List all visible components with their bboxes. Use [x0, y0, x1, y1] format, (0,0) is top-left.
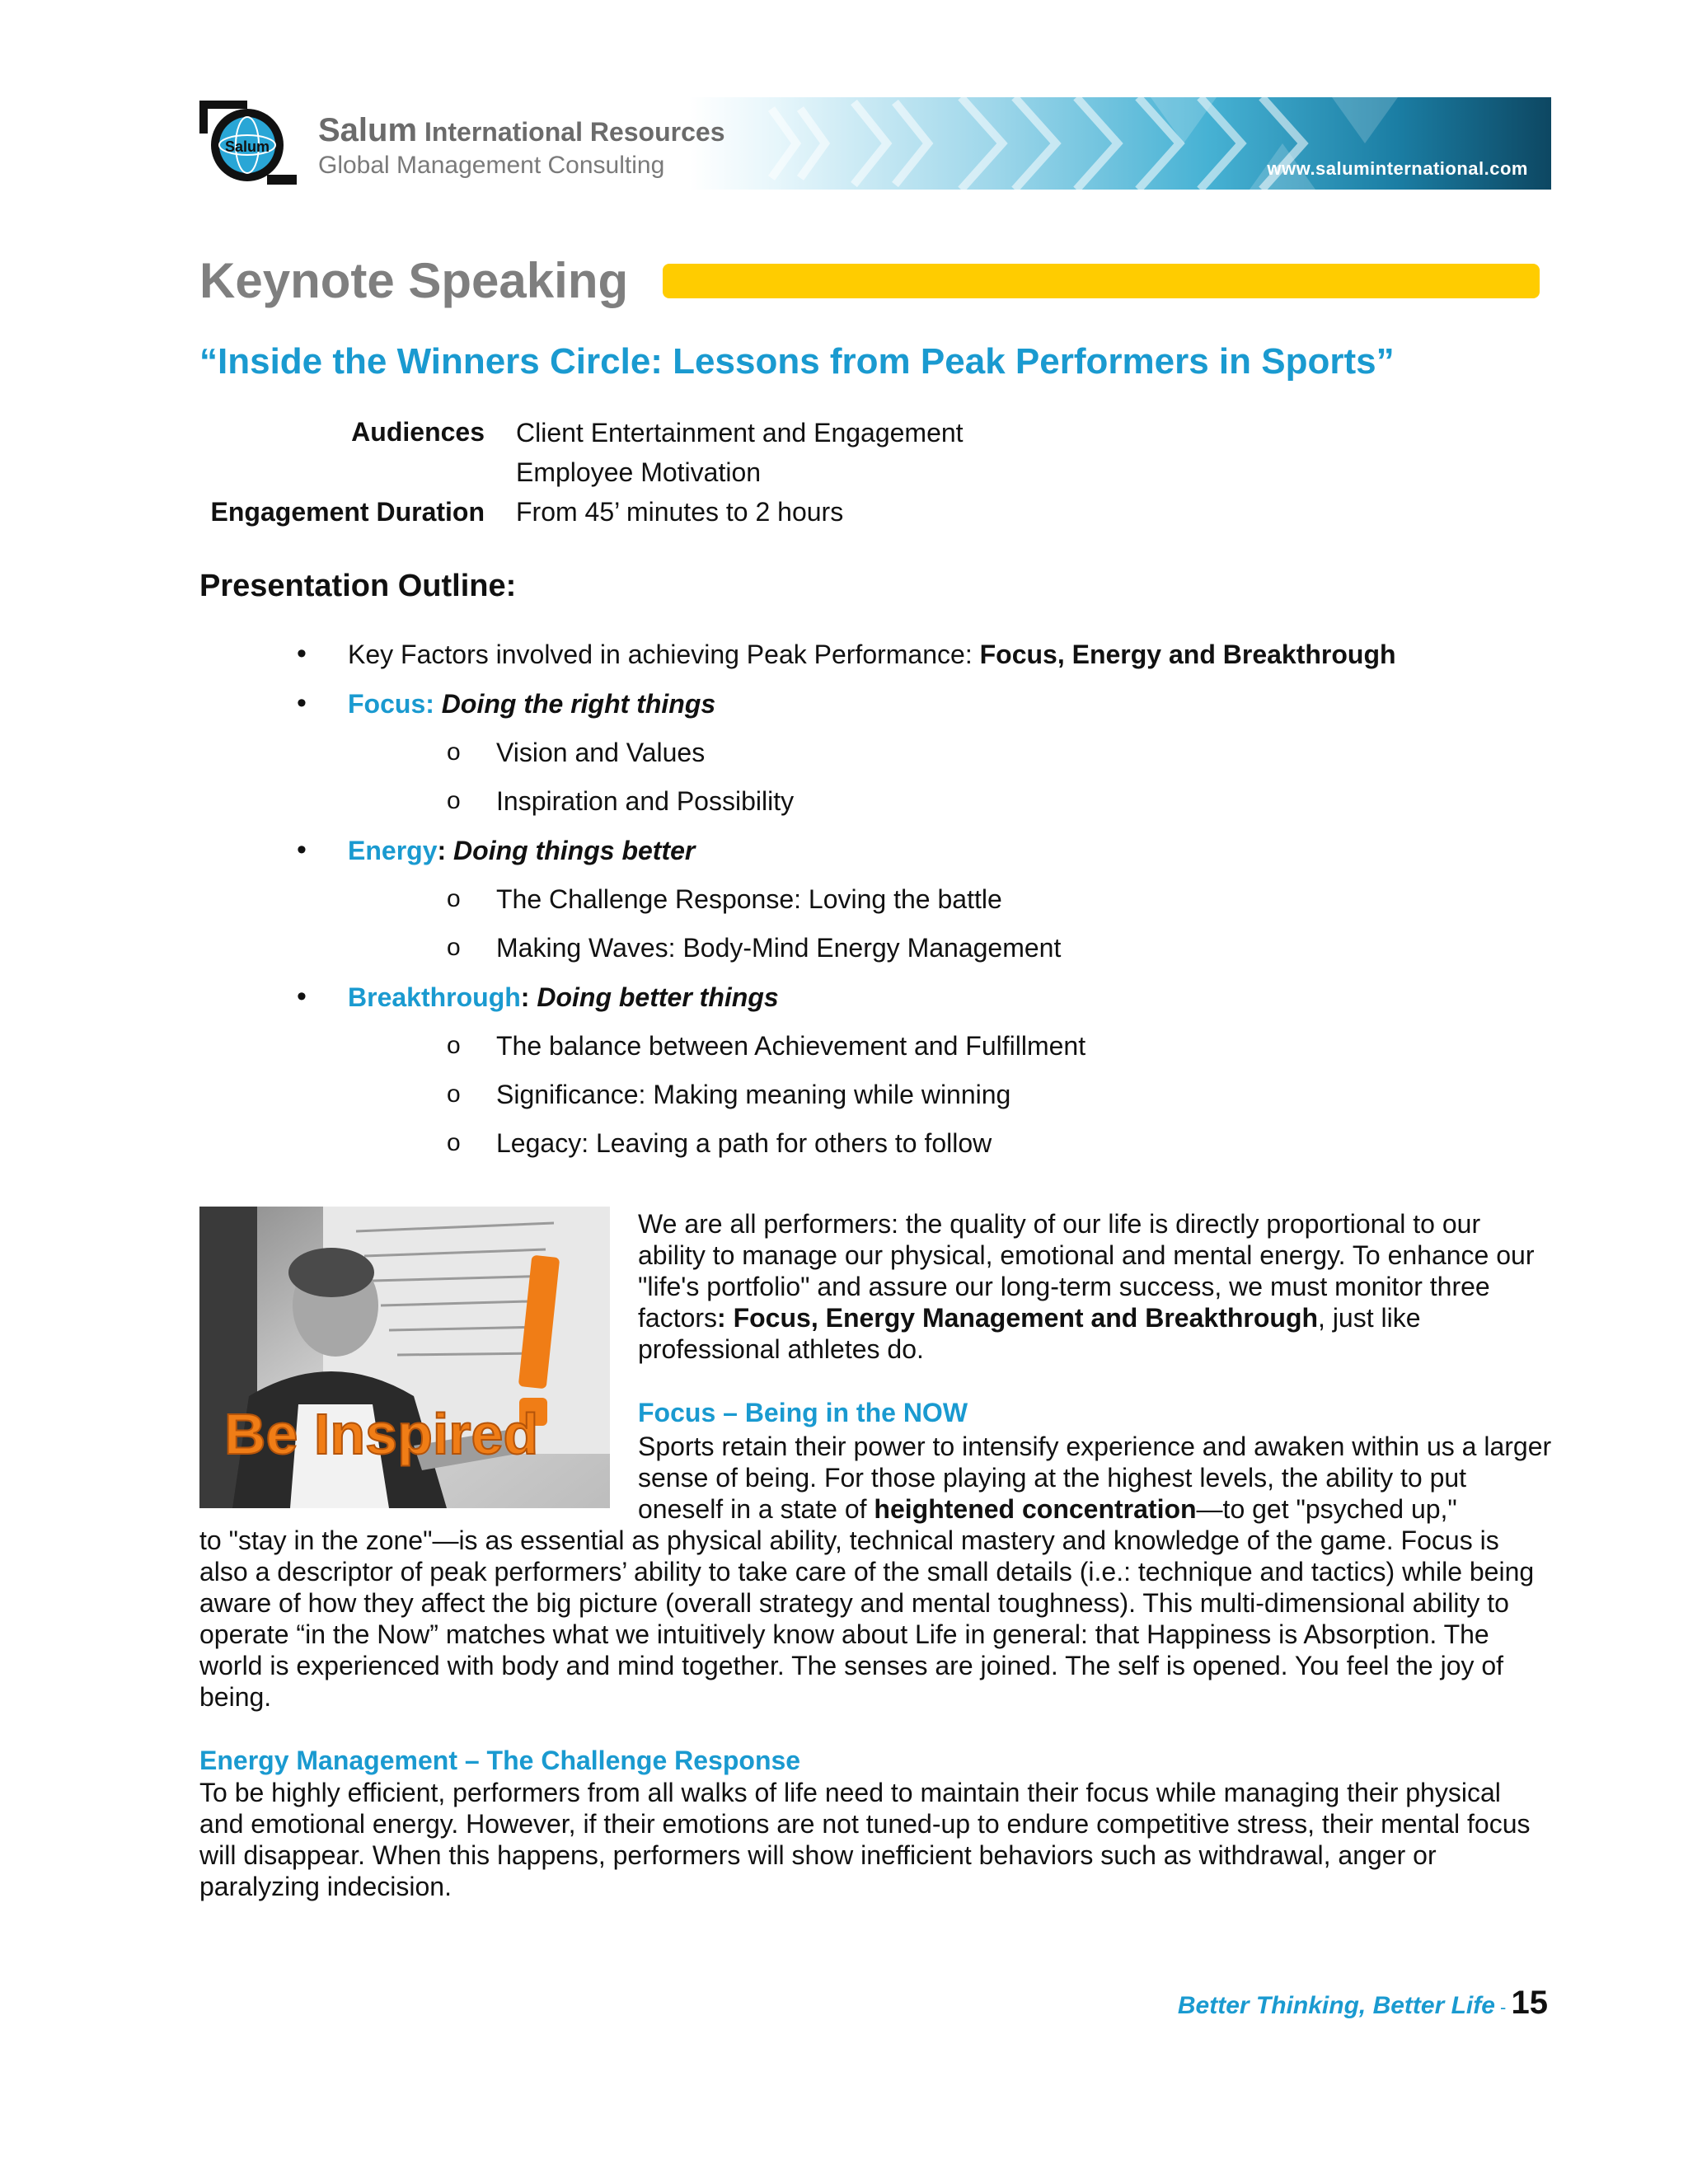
outline-subitem: Legacy: Leaving a path for others to follow: [496, 1128, 992, 1158]
outline-subitem: Vision and Values: [496, 738, 706, 767]
bullet-icon: •: [297, 687, 307, 719]
duration-label: Engagement Duration: [210, 497, 485, 527]
sub-bullet-icon: o: [447, 1080, 461, 1108]
logo-text: Salum: [224, 138, 270, 155]
outline-item-focus: Focus: Doing the right things: [348, 689, 716, 719]
brand-tagline: Global Management Consulting: [318, 152, 665, 179]
sub-bullet-icon: o: [447, 1032, 461, 1059]
sub-bullet-icon: o: [447, 787, 461, 814]
focus-section-heading: Focus – Being in the NOW: [638, 1398, 968, 1427]
title-accent-bar: [663, 264, 1540, 298]
focus-paragraph-part2: to "stay in the zone"—is as essential as physical ability, technical mastery and knowledge of the game. Focus is also a descriptor of peak performers’ ability to take care of the small details (i.e.: technique and tactics) while being aware of how they affect the big picture (overall strategy and mental toughness). This multi-dimensional ability to operate “in the Now” matches what we intuitively know about Life in general: that Happiness is Absorption. The world is experienced with body and mind together. The senses are joined. The self is opened. You feel the joy of being.: [199, 1526, 1535, 1712]
audiences-label: Audiences: [351, 417, 485, 447]
bullet-icon: •: [297, 834, 307, 865]
energy-section-heading: Energy Management – The Challenge Response: [199, 1746, 801, 1775]
website-url[interactable]: www.saluminternational.com: [1267, 158, 1528, 179]
energy-paragraph: To be highly efficient, performers from all walks of life need to maintain their focus while managing their physical and emotional energy. However, if their emotions are not tuned-up to endure competitive stress, their mental focus will disappear. When this happens, performers will show inefficient behaviors such as withdrawal, anger or paralyzing indecision.: [199, 1778, 1531, 1901]
sub-bullet-icon: o: [447, 1129, 461, 1156]
outline-subitem: The balance between Achievement and Fulfillment: [496, 1031, 1086, 1061]
page-title: Keynote Speaking: [199, 253, 629, 308]
intro-paragraph: We are all performers: the quality of our life is directly proportional to our ability to manage our physical, emotional and mental energy. To enhance our "life's portfolio" and assure our long-term success, we must monitor three factors: Focus, Energy Management and Breakthrough, just like professional athletes do.: [638, 1209, 1535, 1364]
outline-subitem: The Challenge Response: Loving the battle: [496, 884, 1002, 914]
footer-separator: -: [1494, 1997, 1512, 2018]
photo-overlay-text: Be Inspired: [224, 1402, 539, 1466]
outline-subitem: Making Waves: Body-Mind Energy Management: [496, 933, 1062, 963]
bullet-icon: •: [297, 638, 307, 669]
talk-title: “Inside the Winners Circle: Lessons from Peak Performers in Sports”: [199, 341, 1395, 382]
outline-item-key-factors: Key Factors involved in achieving Peak Performance: Focus, Energy and Breakthrough: [348, 640, 1396, 669]
sub-bullet-icon: o: [447, 885, 461, 912]
page-footer: [1178, 1985, 1548, 2022]
salum-globe-logo-icon: [198, 99, 298, 188]
outline-item-energy: Energy: Doing things better: [348, 836, 696, 865]
focus-paragraph-part1: Sports retain their power to intensify experience and awaken within us a larger sense of being. For those playing at the highest levels, the ability to put oneself in a state of heightened concentration—to get "psyched up,": [638, 1432, 1552, 1524]
duration-value: From 45’ minutes to 2 hours: [516, 497, 844, 527]
footer-tagline: Better Thinking, Better Life: [1177, 1992, 1495, 2019]
outline-item-breakthrough: Breakthrough: Doing better things: [348, 982, 779, 1012]
outline-heading: Presentation Outline:: [199, 569, 517, 603]
outline-subitem: Significance: Making meaning while winning: [496, 1080, 1011, 1109]
outline-subitem: Inspiration and Possibility: [496, 786, 795, 816]
audience-value: Employee Motivation: [516, 457, 762, 487]
header-banner-graphic: [689, 97, 1551, 190]
audience-value: Client Entertainment and Engagement: [516, 418, 964, 448]
bullet-icon: •: [297, 981, 307, 1012]
sub-bullet-icon: o: [447, 934, 461, 961]
page-number: 15: [1511, 1985, 1548, 2021]
sub-bullet-icon: o: [447, 738, 461, 766]
speaker-photo: [199, 1207, 610, 1508]
brand-name: Salum International Resources: [318, 112, 725, 148]
